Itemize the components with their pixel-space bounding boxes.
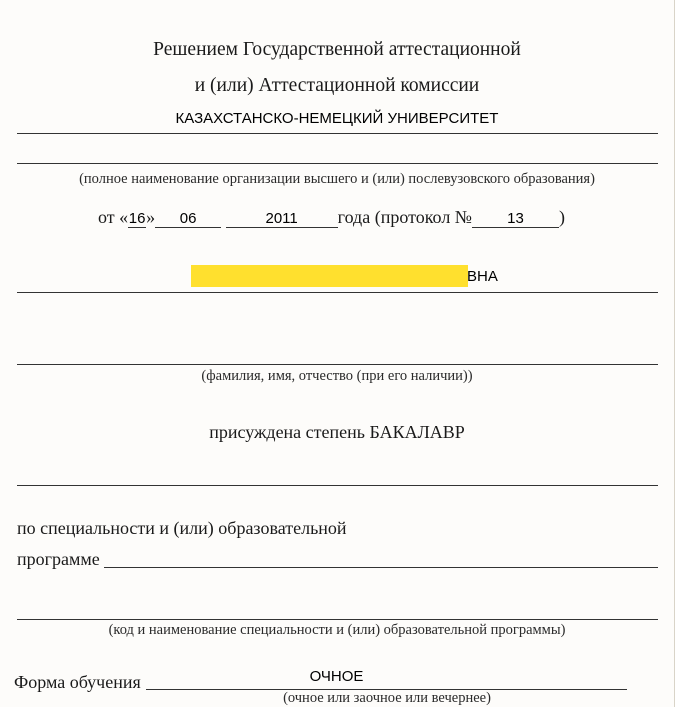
protocol-month: 06 — [155, 210, 221, 228]
protocol-year: 2011 — [226, 210, 338, 228]
protocol-row — [98, 207, 565, 228]
name-line-2 — [17, 364, 658, 365]
university-name: КАЗАХСТАНСКО-НЕМЕЦКИЙ УНИВЕРСИТЕТ — [175, 110, 499, 127]
protocol-quote-close: » — [146, 207, 156, 227]
header-line-1: Решением Государственной аттестационной — [153, 39, 521, 60]
protocol-day: 16 — [128, 210, 146, 227]
degree-line — [17, 485, 658, 486]
name-line-1 — [17, 292, 658, 293]
protocol-number: 13 — [472, 210, 559, 228]
university-hint: (полное наименование организации высшего и (или) послевузовского образования) — [79, 171, 595, 187]
study-form-label: Форма обучения — [14, 672, 141, 692]
protocol-close: ) — [558, 207, 565, 227]
name-visible-fragment: ВНА — [467, 268, 498, 285]
protocol-prefix: от « — [98, 207, 129, 227]
name-hint: (фамилия, имя, отчество (при его наличии)) — [201, 368, 473, 384]
university-line-2 — [17, 163, 658, 164]
degree-text: присуждена степень БАКАЛАВР — [209, 422, 465, 442]
specialty-hint: (код и наименование специальности и (или) образовательной программы) — [108, 622, 566, 638]
study-form-hint: (очное или заочное или вечернее) — [283, 690, 491, 706]
specialty-label-1: по специальности и (или) образовательной — [17, 518, 347, 538]
name-redaction — [191, 265, 468, 287]
specialty-label-2: программе — [17, 549, 100, 569]
specialty-line-1 — [104, 567, 658, 568]
protocol-year-suffix: года (протокол № — [337, 207, 472, 227]
study-form-value: ОЧНОЕ — [309, 668, 364, 685]
specialty-line-2 — [17, 619, 658, 620]
header-line-2: и (или) Аттестационной комиссии — [194, 75, 480, 96]
university-line-1 — [17, 133, 658, 134]
